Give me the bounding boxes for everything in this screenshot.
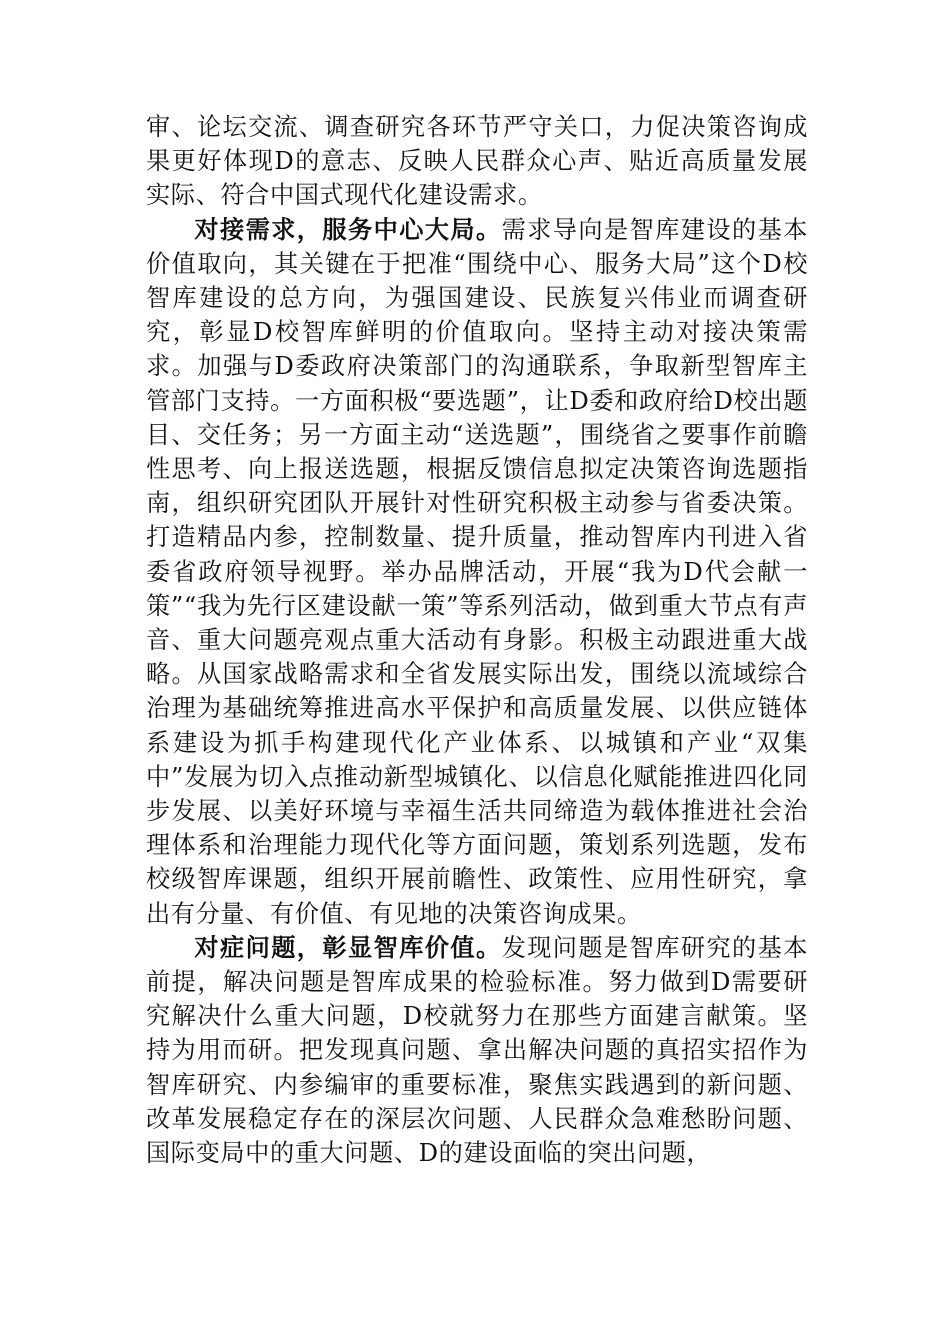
paragraph-3 [146, 931, 808, 1170]
paragraph-2-text: 需求导向是智库建设的基本价值取向，其关键在于把准“围绕中心、服务大局”这个D校智库建设的总方向，为强国建设、民族复兴伟业而调查研究，彰显D校智库鲜明的价值取向。坚持主动对接决策需求。加强与D委政府决策部门的沟通联系，争取新型智库主管部门支持。一方面积极“要选题”，让D委和政府给D校出题目、交任务；另一方面主动“送选题”，围绕省之要事作前瞻性思考、向上报送选题，根据反馈信息拟定决策咨询选题指南，组织研究团队开展针对性研究积极主动参与省委决策。打造精品内参，控制数量、提升质量，推动智库内刊进入省委省政府领导视野。举办品牌活动，开展“我为D代会献一策”“我为先行区建设献一策”等系列活动，做到重大节点有声音、重大问题亮观点重大活动有身影。积极主动跟进重大战略。从国家战略需求和全省发展实际出发，围绕以流域综合治理为基础统筹推进高水平保护和高质量发展、以供应链体系建设为抓手构建现代化产业体系、以城镇和产业“双集中”发展为切入点推动新型城镇化、以信息化赋能推进四化同步发展、以美好环境与幸福生活共同缔造为载体推进社会治理体系和治理能力现代化等方面问题，策划系列选题，发布校级智库课题，组织开展前瞻性、政策性、应用性研究，拿出有分量、有价值、有见地的决策咨询成果。 [146, 215, 809, 928]
paragraph-2 [146, 213, 808, 931]
paragraph-3-heading: 对症问题，彰显智库价值。 [194, 932, 502, 962]
paragraph-2-heading: 对接需求，服务中心大局。 [194, 214, 502, 244]
document-body [146, 110, 808, 1170]
paragraph-1: 审、论坛交流、调查研究各环节严守关口，力促决策咨询成果更好体现D的意志、反映人民群众心声、贴近高质量发展实际、符合中国式现代化建设需求。 [146, 113, 808, 210]
paragraph-3-text: 发现问题是智库研究的基本前提，解决问题是智库成果的检验标准。努力做到D需要研究解决什么重大问题，D校就努力在那些方面建言献策。坚持为用而研。把发现真问题、拿出解决问题的真招实招作为智库研究、内参编审的重要标准，聚焦实践遇到的新问题、改革发展稳定存在的深层次问题、人民群众急难愁盼问题、国际变局中的重大问题、D的建设面临的突出问题， [146, 933, 809, 1168]
